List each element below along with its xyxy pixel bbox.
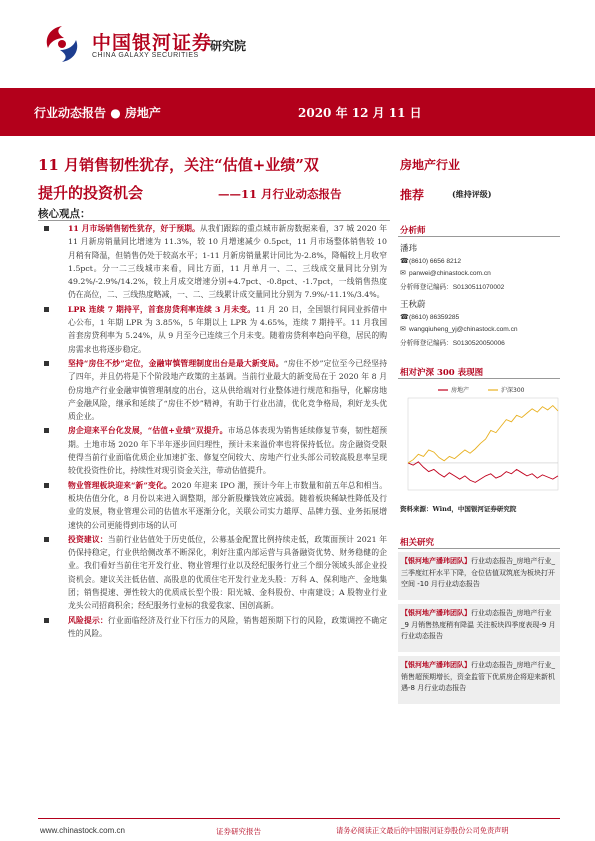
bullet-text: 市场总体表现为销售延续修复节奏，韧性超预期。土地市场 2020 年下半年逐步回归理性，预计未来溢价率也将保持低位。房企融资受限使得当前行业面临优质企业加速扩张、修复空间较大、房地产行业头部公司较高股息率呈现较优投资性价比，持续性对现引资金关注，带动估值提升。 bbox=[68, 426, 387, 476]
bullet-dot-icon: ● bbox=[110, 106, 121, 120]
bullet-text: 11 月 20 日，全国银行间同业拆借中心公布，1 年期 LPR 为 3.85%，5 年期以上 LPR 为 4.65%，连续 7 期持平。11 月我国首套房贷利率为 5.24%，从 9 月至今已连续三个月未变。随着房贷利率趋向平稳，居民的购房需求也将逐步稳定。 bbox=[68, 304, 387, 354]
page-title-line2: 提升的投资机会 bbox=[38, 184, 144, 202]
email-link[interactable]: wangqiuheng_yj@chinastock.com.cn bbox=[409, 326, 518, 333]
footer-label: 证券研究报告 bbox=[216, 827, 261, 836]
divider bbox=[398, 236, 560, 237]
page-title-line1: 11 月销售韧性犹存，关注“估值+业绩”双 bbox=[38, 156, 319, 174]
bullet-lead: 投资建议： bbox=[68, 534, 108, 544]
list-item bbox=[42, 533, 387, 613]
relative-performance-chart bbox=[398, 382, 563, 500]
bullet-lead: 房企迎来平台化发展，“估值+业绩”双提升。 bbox=[68, 426, 228, 436]
logo-en: CHINA GALAXY SECURITIES bbox=[92, 52, 199, 59]
analyst-phone bbox=[400, 313, 459, 321]
divider bbox=[398, 378, 560, 379]
page-subtitle: ——11 月行业动态报告 bbox=[218, 187, 342, 201]
list-item bbox=[42, 303, 387, 356]
analyst-cert: 分析师登记编码：S0130520050006 bbox=[400, 340, 505, 347]
analyst-email bbox=[400, 269, 491, 277]
email-link[interactable]: panwei@chinastock.com.cn bbox=[409, 270, 491, 277]
legend-label: 沪深300 bbox=[501, 387, 525, 394]
related-text: 行业动态报告_房地产行业_9 月销售热度稍有降温 关注板块四季度表现-9 月行业动态报告 bbox=[401, 609, 556, 640]
related-item[interactable] bbox=[398, 552, 560, 600]
phone-icon: ☎ bbox=[400, 258, 409, 265]
report-date: 2020 年 12 月 11 日 bbox=[298, 106, 422, 120]
footer-divider bbox=[38, 818, 560, 819]
divider bbox=[38, 220, 390, 221]
bullet-lead: 11 月市场销售韧性犹存，好于预期。 bbox=[68, 224, 200, 233]
bullet-lead: 坚持“房住不炒”定位，金融审慎管理制度出台是最大新变局。 bbox=[68, 358, 284, 368]
list-item bbox=[42, 357, 387, 423]
rating-label: (维持评级) bbox=[452, 189, 492, 199]
phone-icon: ☎ bbox=[400, 314, 409, 321]
list-item bbox=[42, 222, 387, 302]
series-line-0 bbox=[408, 462, 558, 483]
institute-label: 研究院 bbox=[210, 39, 247, 53]
galaxy-logo-icon bbox=[40, 22, 84, 66]
square-bullet-icon bbox=[44, 537, 49, 542]
bullet-lead: 风险提示： bbox=[68, 615, 108, 625]
sector-heading: 房地产行业 bbox=[400, 158, 461, 172]
report-type: 行业动态报告 bbox=[34, 106, 107, 120]
chart-title: 相对沪深 300 表现图 bbox=[400, 368, 484, 378]
analyst-label: 分析师 bbox=[400, 226, 426, 236]
related-tag: 【银河地产潘玮团队】 bbox=[401, 609, 471, 617]
square-bullet-icon bbox=[44, 618, 49, 623]
series-line-1 bbox=[408, 406, 558, 463]
bullet-text: 当前行业估值处于历史低位，公募基金配置比例持续走低，政策面预计 2021 年仍保持稳定，行业供给侧改革不断深化，利好注重内部运营与具备融资优势、财务稳健的企业。我们看好当前住宅开发行业、物业管理行业以及经纪服务行业三个细分领域头部企业投资机会。建议关注低估值、高股息的优质住宅开发行业龙头股：万科 A、保利地产、金地集团；销售提速、弹性较大的优质成长型个股：阳光城、金科股份、中南建设；A 股物业行业龙头公司招商积余；经纪服务行业标的我爱我家、国创高新。 bbox=[68, 534, 388, 611]
related-item[interactable] bbox=[398, 604, 560, 652]
analyst-name: 王秋蔚 bbox=[400, 300, 426, 310]
analyst-cert: 分析师登记编码：S0130511070002 bbox=[400, 284, 505, 291]
bullet-lead: 物业管理板块迎来“新”变化。 bbox=[68, 480, 172, 490]
related-tag: 【银河地产潘玮团队】 bbox=[401, 557, 471, 565]
analyst-name: 潘玮 bbox=[400, 244, 418, 254]
bullet-text: 行业面临经济及行业下行压力的风险，销售超预期下行的风险，政策调控不确定性的风险。 bbox=[68, 615, 388, 638]
related-text: 行业动态报告_房地产行业_三季度红杆水平下降，仓位估值双筑底为板块打开空间 -10 月行业动态报告 bbox=[401, 557, 555, 588]
email-icon: ✉ bbox=[400, 270, 406, 277]
footer-url[interactable]: www.chinastock.com.cn bbox=[40, 826, 125, 835]
square-bullet-icon bbox=[44, 226, 49, 231]
bullet-text: 从我们跟踪的重点城市新房数据来看，37 城 2020 年 11 月新房销量同比增速为 11.3%，较 10 月增速减少 0.5pct，11 月市场整体销售较 10 月稍有降温，但销售仍处于较高水平；1-11 月新房销量累计同比为-2.8%，降幅较上月收窄 1.5pct。分一二三线城市来看，同比方面，11 月单月一、二、三线成交量同比分别为 49.2%/-2.9%/14.2%，较上月成交增速分别+4.7pct、-0.8pct、-1.7pct，一线销售热度仍在高位，二、三线热度略减，一、二、三线累计成交量同比分别为 7.9%/-11.1%/3.4%。 bbox=[68, 224, 387, 300]
phone-text: (8610) 86359285 bbox=[409, 314, 460, 321]
logo-cn: 中国银河证券 bbox=[92, 32, 213, 54]
related-research-label: 相关研究 bbox=[400, 538, 435, 548]
phone-text: (8610) 6656 8212 bbox=[409, 258, 462, 265]
related-tag: 【银河地产潘玮团队】 bbox=[401, 661, 471, 669]
analyst-phone bbox=[400, 257, 461, 265]
bullet-text: “房住不炒”定位至今已经坚持了四年，并且仍将是下个阶段地产政策的主基调。当前行业最大的新变局在于 2020 年 8 月份房地产行业金融审慎管理制度的出台，这从供给端对行业整体进行规范和指导，化解房地产金融风险，继承和延续了“房住不炒”精神，有助于行业出清，优化竞争格局，利好龙头优质企业。 bbox=[68, 358, 387, 422]
analyst-email bbox=[400, 325, 518, 333]
recommend-label: 推荐 bbox=[400, 188, 425, 202]
square-bullet-icon bbox=[44, 307, 49, 312]
legend-label: 房地产 bbox=[451, 387, 470, 394]
list-item bbox=[42, 479, 387, 532]
divider bbox=[398, 548, 560, 549]
list-item bbox=[42, 614, 387, 641]
sector-label: 房地产 bbox=[124, 106, 161, 120]
bullet-text: 2020 年迎来 IPO 潮，预计今年上市数量和前五年总和相当。板块估值分化，8 月份以来进入调整期，部分新股赚钱效应减弱。随着板块稀缺性降低及行业的发展，物业管理公司的估值水平逐渐分化，关联公司实力雄厚、品牌力强、业务拓展增速快的公司更能得到市场的认可 bbox=[68, 480, 388, 530]
square-bullet-icon bbox=[44, 361, 49, 366]
core-views-label: 核心观点： bbox=[38, 208, 91, 220]
report-type-label bbox=[34, 104, 161, 121]
related-text: 行业动态报告_房地产行业_销售超预期增长，资金监管下优质房企将迎来新机遇-8 月行业动态报告 bbox=[401, 661, 555, 692]
square-bullet-icon bbox=[44, 483, 49, 488]
list-item bbox=[42, 424, 387, 477]
chart-source: 资料来源：Wind，中国银河证券研究院 bbox=[400, 505, 517, 513]
footer-disclaimer: 请务必阅读正文最后的中国银河证券股份公司免责声明 bbox=[336, 826, 509, 835]
core-views-list bbox=[42, 222, 387, 641]
bullet-lead: LPR 连续 7 期持平，首套房贷利率连续 3 月未变。 bbox=[68, 304, 256, 314]
related-item[interactable] bbox=[398, 656, 560, 704]
square-bullet-icon bbox=[44, 428, 49, 433]
email-icon: ✉ bbox=[400, 326, 406, 333]
